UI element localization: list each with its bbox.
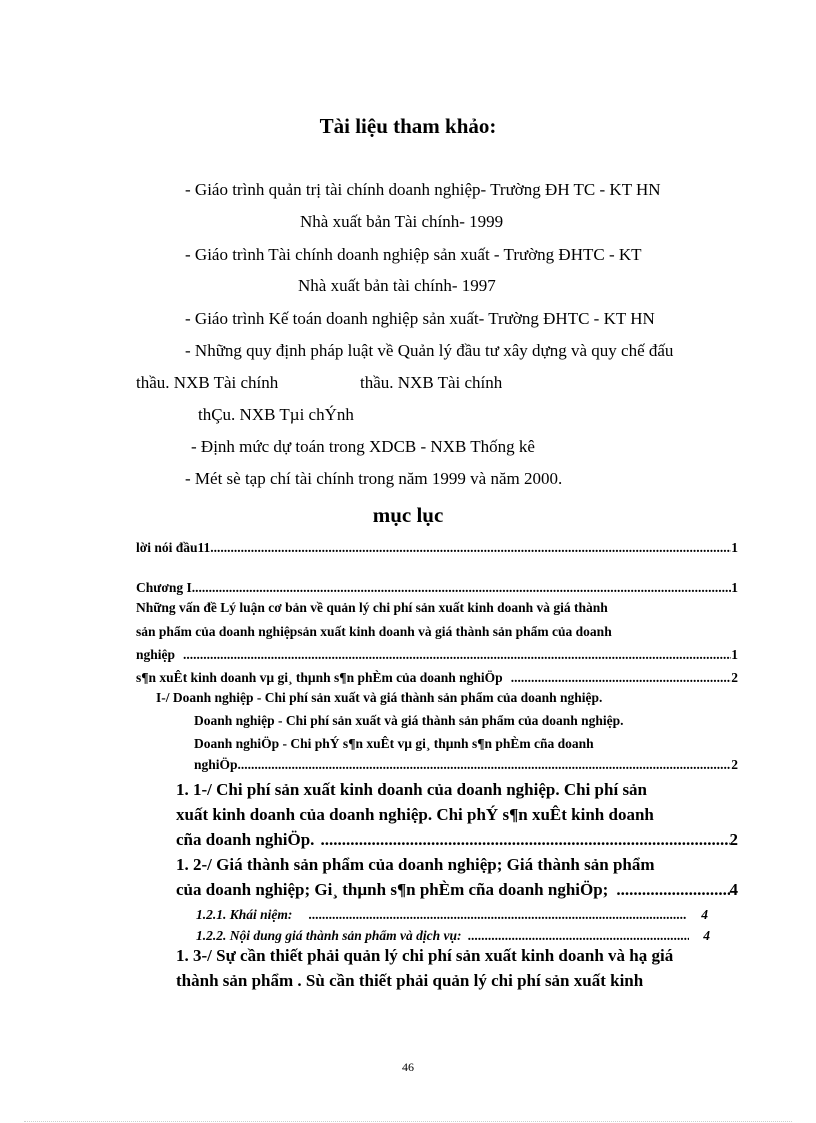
toc-entry-text: xuất kinh doanh của doanh nghiệp. Chi phÝ s¶n xuÊt kinh doanh	[176, 805, 654, 824]
toc-entry[interactable]	[176, 880, 738, 900]
references-title: Tài liệu tham khảo:	[319, 114, 497, 138]
toc-entry-text: thành sản phẩm . Sù cần thiết phải quản lý chi phí sản xuất kinh	[176, 971, 644, 990]
toc-entry-page: 1	[731, 580, 738, 595]
toc-entry-page: 4	[701, 907, 708, 922]
toc-entry-page: 1	[731, 647, 738, 662]
toc-entry-text: nghiÖp.	[194, 757, 241, 772]
toc-entry[interactable]	[196, 907, 708, 923]
toc-entry[interactable]	[176, 830, 738, 850]
reference-line: - Giáo trình quản trị tài chính doanh nghiệp- Trường ĐH TC - KT HN	[185, 180, 661, 199]
reference-line: - Mét sè tạp chí tài chính trong năm 1999 và năm 2000.	[185, 469, 563, 488]
reference-line: thầu. NXB Tài chính	[360, 373, 503, 392]
toc-title: mục lục	[372, 503, 444, 527]
toc-entry-page: 2	[729, 830, 738, 849]
toc-entry-text: sản phẩm của doanh nghiệpsản xuất kinh doanh và giá thành sản phẩm của doanh	[136, 624, 612, 639]
page-bottom-rule	[24, 1121, 792, 1122]
toc-entry[interactable]	[136, 647, 738, 663]
reference-line: - Giáo trình Kế toán doanh nghiệp sản xuất- Trường ĐHTC - KT HN	[185, 309, 655, 328]
toc-entry-text: lời nói đầu11	[136, 540, 211, 555]
toc-entry-text: I-/ Doanh nghiệp - Chi phí sản xuất và giá thành sản phẩm của doanh nghiệp.	[156, 690, 603, 705]
page-number: 46	[402, 1060, 414, 1074]
toc-entry-text: Doanh nghiệp - Chi phí sản xuất và giá thành sản phẩm của doanh nghiệp.	[194, 713, 624, 728]
toc-entry-text: Chương I	[136, 580, 192, 595]
toc-entry-page: 1	[731, 540, 738, 555]
reference-line: - Giáo trình Tài chính doanh nghiệp sản xuất - Trường ĐHTC - KT	[185, 245, 642, 264]
reference-line: Nhà xuất bản tài chính- 1997	[298, 276, 496, 295]
toc-entry[interactable]	[136, 670, 738, 686]
toc-entry-text: 1.2.2. Nội dung giá thành sản phẩm và dịch vụ:	[196, 928, 462, 943]
toc-entry-text: của doanh nghiệp; Gi¸ thµnh s¶n phÈm cña doanh nghiÖp;	[176, 880, 609, 899]
toc-entry[interactable]	[194, 757, 738, 773]
toc-entry-page: 2	[731, 670, 738, 685]
toc-entry[interactable]	[136, 540, 738, 556]
toc-entry-page: 4	[729, 880, 738, 899]
toc-entry-text: Những vấn đề Lý luận cơ bản về quản lý chi phí sản xuất kinh doanh và giá thành	[136, 600, 608, 615]
toc-entry-text: 1. 1-/ Chi phí sản xuất kinh doanh của doanh nghiệp. Chi phí sản	[176, 780, 648, 799]
toc-entry[interactable]	[136, 580, 738, 596]
toc-entry-page: 4	[703, 928, 710, 943]
toc-entry-text: 1. 2-/ Giá thành sản phẩm của doanh nghiệp; Giá thành sản phẩm	[176, 855, 655, 874]
toc-entry-page: 2	[731, 757, 738, 772]
reference-line: thÇu. NXB Tµi chÝnh	[198, 405, 354, 424]
reference-line: - Những quy định pháp luật về Quản lý đầu tư xây dựng và quy chế đấu	[185, 341, 674, 360]
toc-entry-text: Doanh nghiÖp - Chi phÝ s¶n xuÊt vµ gi¸ thµnh s¶n phÈm cña doanh	[194, 736, 594, 751]
toc-entry-text: nghiệp	[136, 647, 176, 662]
reference-line: thầu. NXB Tài chính	[136, 373, 279, 392]
reference-line: Nhà xuất bản Tài chính- 1999	[300, 212, 504, 231]
toc-entry[interactable]	[196, 928, 710, 944]
toc-entry-text: 1.2.1. Khái niệm:	[196, 907, 293, 922]
toc-entry-text: 1. 3-/ Sự cần thiết phải quản lý chi phí sản xuất kinh doanh và hạ giá	[176, 946, 674, 965]
toc-entry-text: s¶n xuÊt kinh doanh vµ gi¸ thµnh s¶n phÈm của doanh nghiÖp	[136, 670, 503, 685]
reference-line: - Định mức dự toán trong XDCB - NXB Thống kê	[191, 437, 535, 456]
toc-entry-text: cña doanh nghiÖp.	[176, 830, 315, 849]
